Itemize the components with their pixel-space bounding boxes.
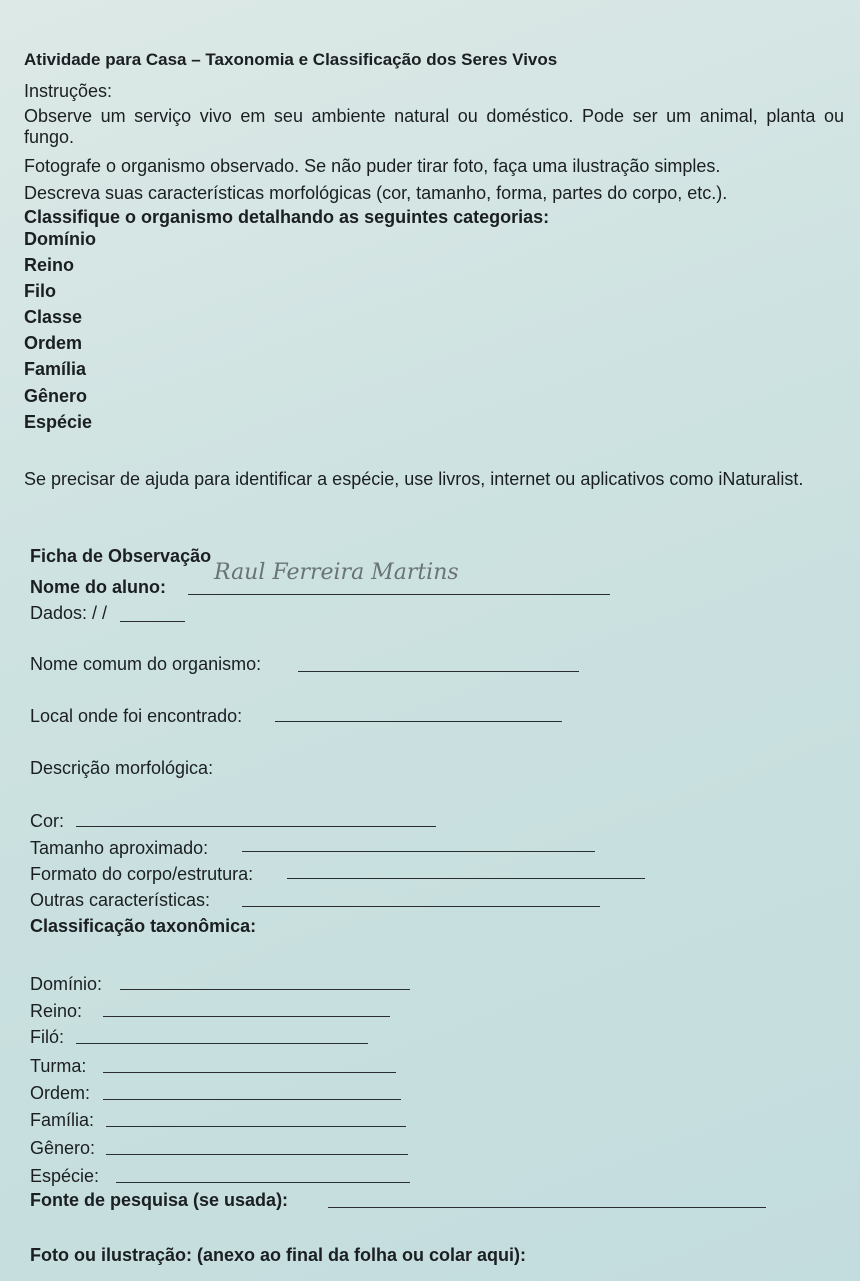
date-line[interactable] (120, 621, 185, 622)
taxo-filo-line[interactable] (76, 1043, 368, 1044)
taxo-filo-label: Filó: (30, 1027, 65, 1047)
category-classe: Classe (24, 307, 83, 327)
date-label: Dados: / / (30, 603, 108, 623)
category-especie: Espécie (24, 412, 93, 432)
common-name-label: Nome comum do organismo: (30, 654, 262, 674)
source-line[interactable] (328, 1207, 766, 1208)
shape-line[interactable] (287, 878, 645, 879)
form-heading: Ficha de Observação (30, 546, 212, 566)
other-line[interactable] (242, 906, 600, 907)
taxo-familia-label: Família: (30, 1110, 95, 1130)
instructions-label: Instruções: (24, 81, 113, 101)
taxo-reino-line[interactable] (103, 1016, 390, 1017)
morph-label: Descrição morfológica: (30, 758, 214, 778)
source-label: Fonte de pesquisa (se usada): (30, 1190, 289, 1210)
category-ordem: Ordem (24, 333, 83, 353)
taxo-turma-label: Turma: (30, 1056, 87, 1076)
page-title: Atividade para Casa – Taxonomia e Classificação dos Seres Vivos (24, 50, 558, 69)
classify-heading: Classifique o organismo detalhando as seguintes categorias: (24, 207, 550, 227)
common-name-line[interactable] (298, 671, 579, 672)
other-label: Outras características: (30, 890, 211, 910)
category-familia: Família (24, 359, 87, 379)
location-label: Local onde foi encontrado: (30, 706, 243, 726)
category-genero: Gênero (24, 386, 88, 406)
instruction-observe: Observe um serviço vivo em seu ambiente natural ou doméstico. Pode ser um animal, planta ou fungo. (24, 106, 844, 147)
taxo-reino-label: Reino: (30, 1001, 83, 1021)
student-name-line[interactable] (188, 594, 610, 595)
taxo-especie-line[interactable] (116, 1182, 410, 1183)
color-line[interactable] (76, 826, 436, 827)
student-name-label: Nome do aluno: (30, 577, 166, 597)
size-label: Tamanho aproximado: (30, 838, 209, 858)
photo-label: Foto ou ilustração: (anexo ao final da folha ou colar aqui): (30, 1245, 527, 1265)
taxo-heading: Classificação taxonômica: (30, 916, 257, 936)
location-line[interactable] (275, 721, 562, 722)
taxo-especie-label: Espécie: (30, 1166, 100, 1186)
taxo-ordem-label: Ordem: (30, 1083, 91, 1103)
color-label: Cor: (30, 811, 65, 831)
taxo-dominio-label: Domínio: (30, 974, 103, 994)
shape-label: Formato do corpo/estrutura: (30, 864, 254, 884)
student-name-value: Raul Ferreira Martins (214, 560, 459, 585)
instruction-describe: Descreva suas características morfológicas (cor, tamanho, forma, partes do corpo, etc.). (24, 183, 728, 203)
size-line[interactable] (242, 851, 595, 852)
taxo-turma-line[interactable] (103, 1072, 396, 1073)
category-filo: Filo (24, 281, 56, 301)
taxo-dominio-line[interactable] (120, 989, 410, 990)
taxo-familia-line[interactable] (106, 1126, 406, 1127)
taxo-ordem-line[interactable] (103, 1099, 401, 1100)
category-reino: Reino (24, 255, 75, 275)
instruction-photograph: Fotografe o organismo observado. Se não puder tirar foto, faça uma ilustração simples. (24, 156, 721, 176)
taxo-genero-line[interactable] (106, 1154, 408, 1155)
category-dominio: Domínio (24, 229, 96, 249)
help-text: Se precisar de ajuda para identificar a espécie, use livros, internet ou aplicativos como iNaturalist. (24, 469, 804, 489)
taxo-genero-label: Gênero: (30, 1138, 96, 1158)
